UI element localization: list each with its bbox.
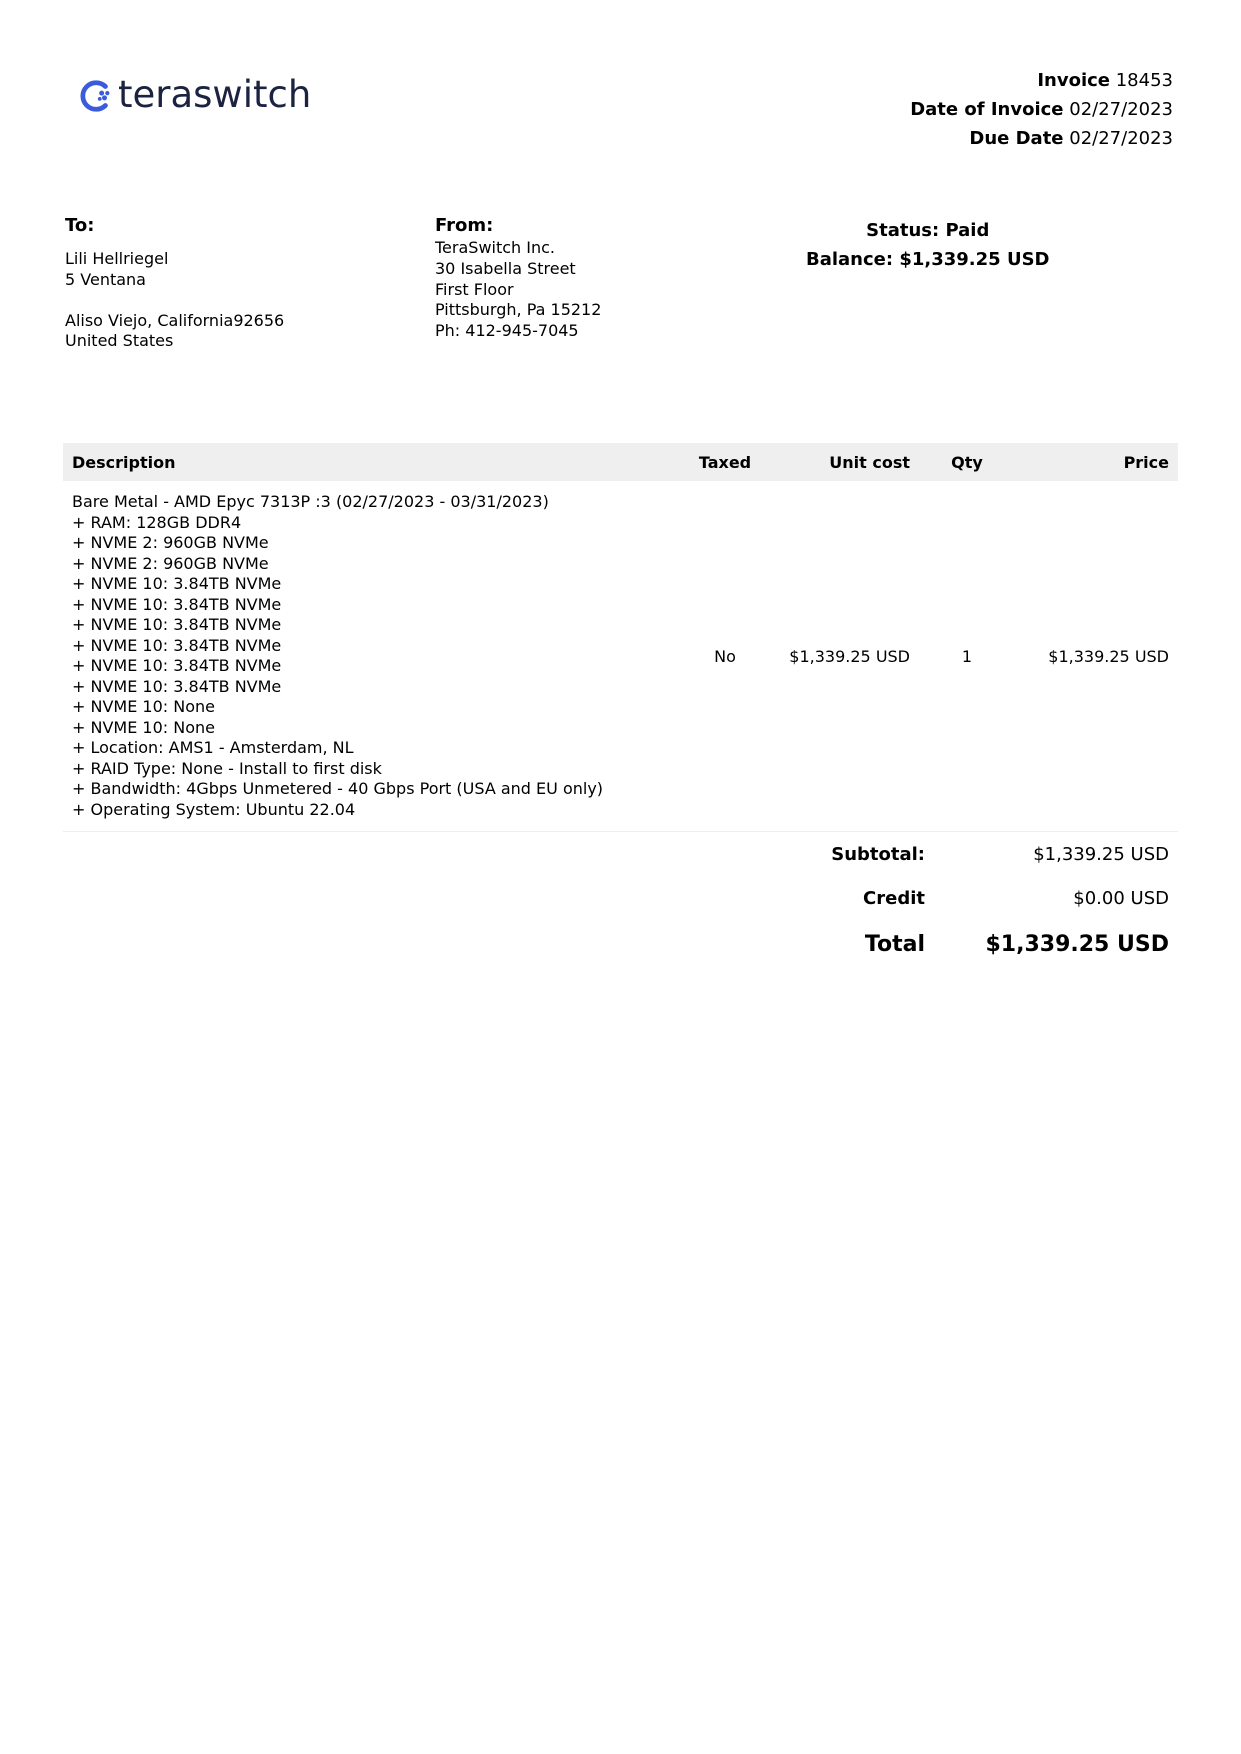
- subtotal-value: $1,339.25 USD: [1033, 843, 1169, 865]
- header-description: Description: [63, 443, 677, 481]
- description-line: + RAM: 128GB DDR4: [72, 512, 242, 532]
- teraswitch-logo-icon: [76, 76, 114, 116]
- description-line: + NVME 10: None: [72, 697, 215, 716]
- company-logo: [76, 72, 311, 120]
- invoice-number: 18453: [1115, 70, 1173, 91]
- logo-wordmark: teraswitch: [118, 72, 312, 116]
- description-line: + Bandwidth: 4Gbps Unmetered - 40 Gbps Port (USA and EU only): [72, 779, 604, 798]
- bill-from-company: TeraSwitch Inc.: [435, 238, 556, 257]
- bill-from-floor: First Floor: [435, 279, 514, 299]
- bill-from-city: Pittsburgh, Pa 15212: [435, 300, 602, 320]
- description-line: + NVME 10: None: [72, 717, 215, 737]
- description-line: + NVME 2: 960GB NVMe: [72, 533, 269, 552]
- total-value: $1,339.25 USD: [985, 931, 1169, 957]
- item-qty: 1: [919, 481, 1015, 832]
- payment-status-block: [806, 216, 1049, 274]
- description-line: + NVME 10: 3.84TB NVMe: [72, 635, 282, 655]
- invoice-number-label: Invoice: [1037, 70, 1110, 91]
- bill-to-header: To:: [65, 215, 95, 236]
- item-description: [63, 481, 677, 832]
- bill-to-city: Aliso Viejo, California92656: [65, 310, 285, 330]
- bill-to-block: [65, 214, 284, 352]
- bill-from-street: 30 Isabella Street: [435, 258, 576, 278]
- description-line: + Operating System: Ubuntu 22.04: [72, 799, 356, 819]
- due-date-label: Due Date: [969, 128, 1064, 149]
- description-line: + RAID Type: None - Install to first disk: [72, 758, 382, 778]
- total-label: Total: [864, 931, 925, 957]
- subtotal-label: Subtotal:: [831, 843, 925, 865]
- balance-text: Balance: $1,339.25 USD: [806, 249, 1050, 270]
- description-line: + NVME 10: 3.84TB NVMe: [72, 656, 282, 675]
- item-unit-cost: $1,339.25 USD: [773, 481, 919, 832]
- total-row: [63, 922, 1178, 966]
- table-header-row: [63, 443, 1178, 481]
- description-line: + NVME 10: 3.84TB NVMe: [72, 574, 282, 593]
- item-taxed: No: [677, 481, 773, 832]
- status-badge: Status: Paid: [866, 220, 990, 241]
- bill-to-name: Lili Hellriegel: [65, 249, 169, 268]
- description-line: + NVME 10: 3.84TB NVMe: [72, 615, 282, 634]
- description-line: + NVME 2: 960GB NVMe: [72, 553, 269, 573]
- bill-from-block: [435, 214, 601, 342]
- header-taxed: Taxed: [677, 443, 773, 481]
- due-date: 02/27/2023: [1069, 128, 1173, 149]
- description-line: Bare Metal - AMD Epyc 7313P :3 (02/27/2023 - 03/31/2023): [72, 492, 549, 511]
- header-price: Price: [1015, 443, 1178, 481]
- credit-label: Credit: [863, 887, 925, 909]
- description-line: + NVME 10: 3.84TB NVMe: [72, 676, 282, 696]
- description-line: + NVME 10: 3.84TB NVMe: [72, 594, 282, 614]
- invoice-date-row: [910, 95, 1173, 124]
- bill-from-phone: Ph: 412-945-7045: [435, 321, 579, 341]
- invoice-date-label: Date of Invoice: [910, 99, 1064, 120]
- item-price: $1,339.25 USD: [1015, 481, 1178, 832]
- header-qty: Qty: [919, 443, 1015, 481]
- credit-value: $0.00 USD: [1073, 887, 1169, 909]
- subtotal-row: [63, 834, 1178, 874]
- totals-block: [63, 834, 1178, 966]
- invoice-number-row: [910, 66, 1173, 95]
- invoice-meta: [910, 66, 1173, 153]
- credit-row: [63, 874, 1178, 922]
- bill-to-street: 5 Ventana: [65, 269, 146, 289]
- due-date-row: [910, 124, 1173, 153]
- header-unit-cost: Unit cost: [773, 443, 919, 481]
- bill-to-country: United States: [65, 331, 174, 351]
- invoice-items-table: [63, 443, 1178, 832]
- table-row: [63, 481, 1178, 832]
- description-line: + Location: AMS1 - Amsterdam, NL: [72, 738, 354, 757]
- invoice-date: 02/27/2023: [1069, 99, 1173, 120]
- bill-from-header: From:: [435, 215, 494, 236]
